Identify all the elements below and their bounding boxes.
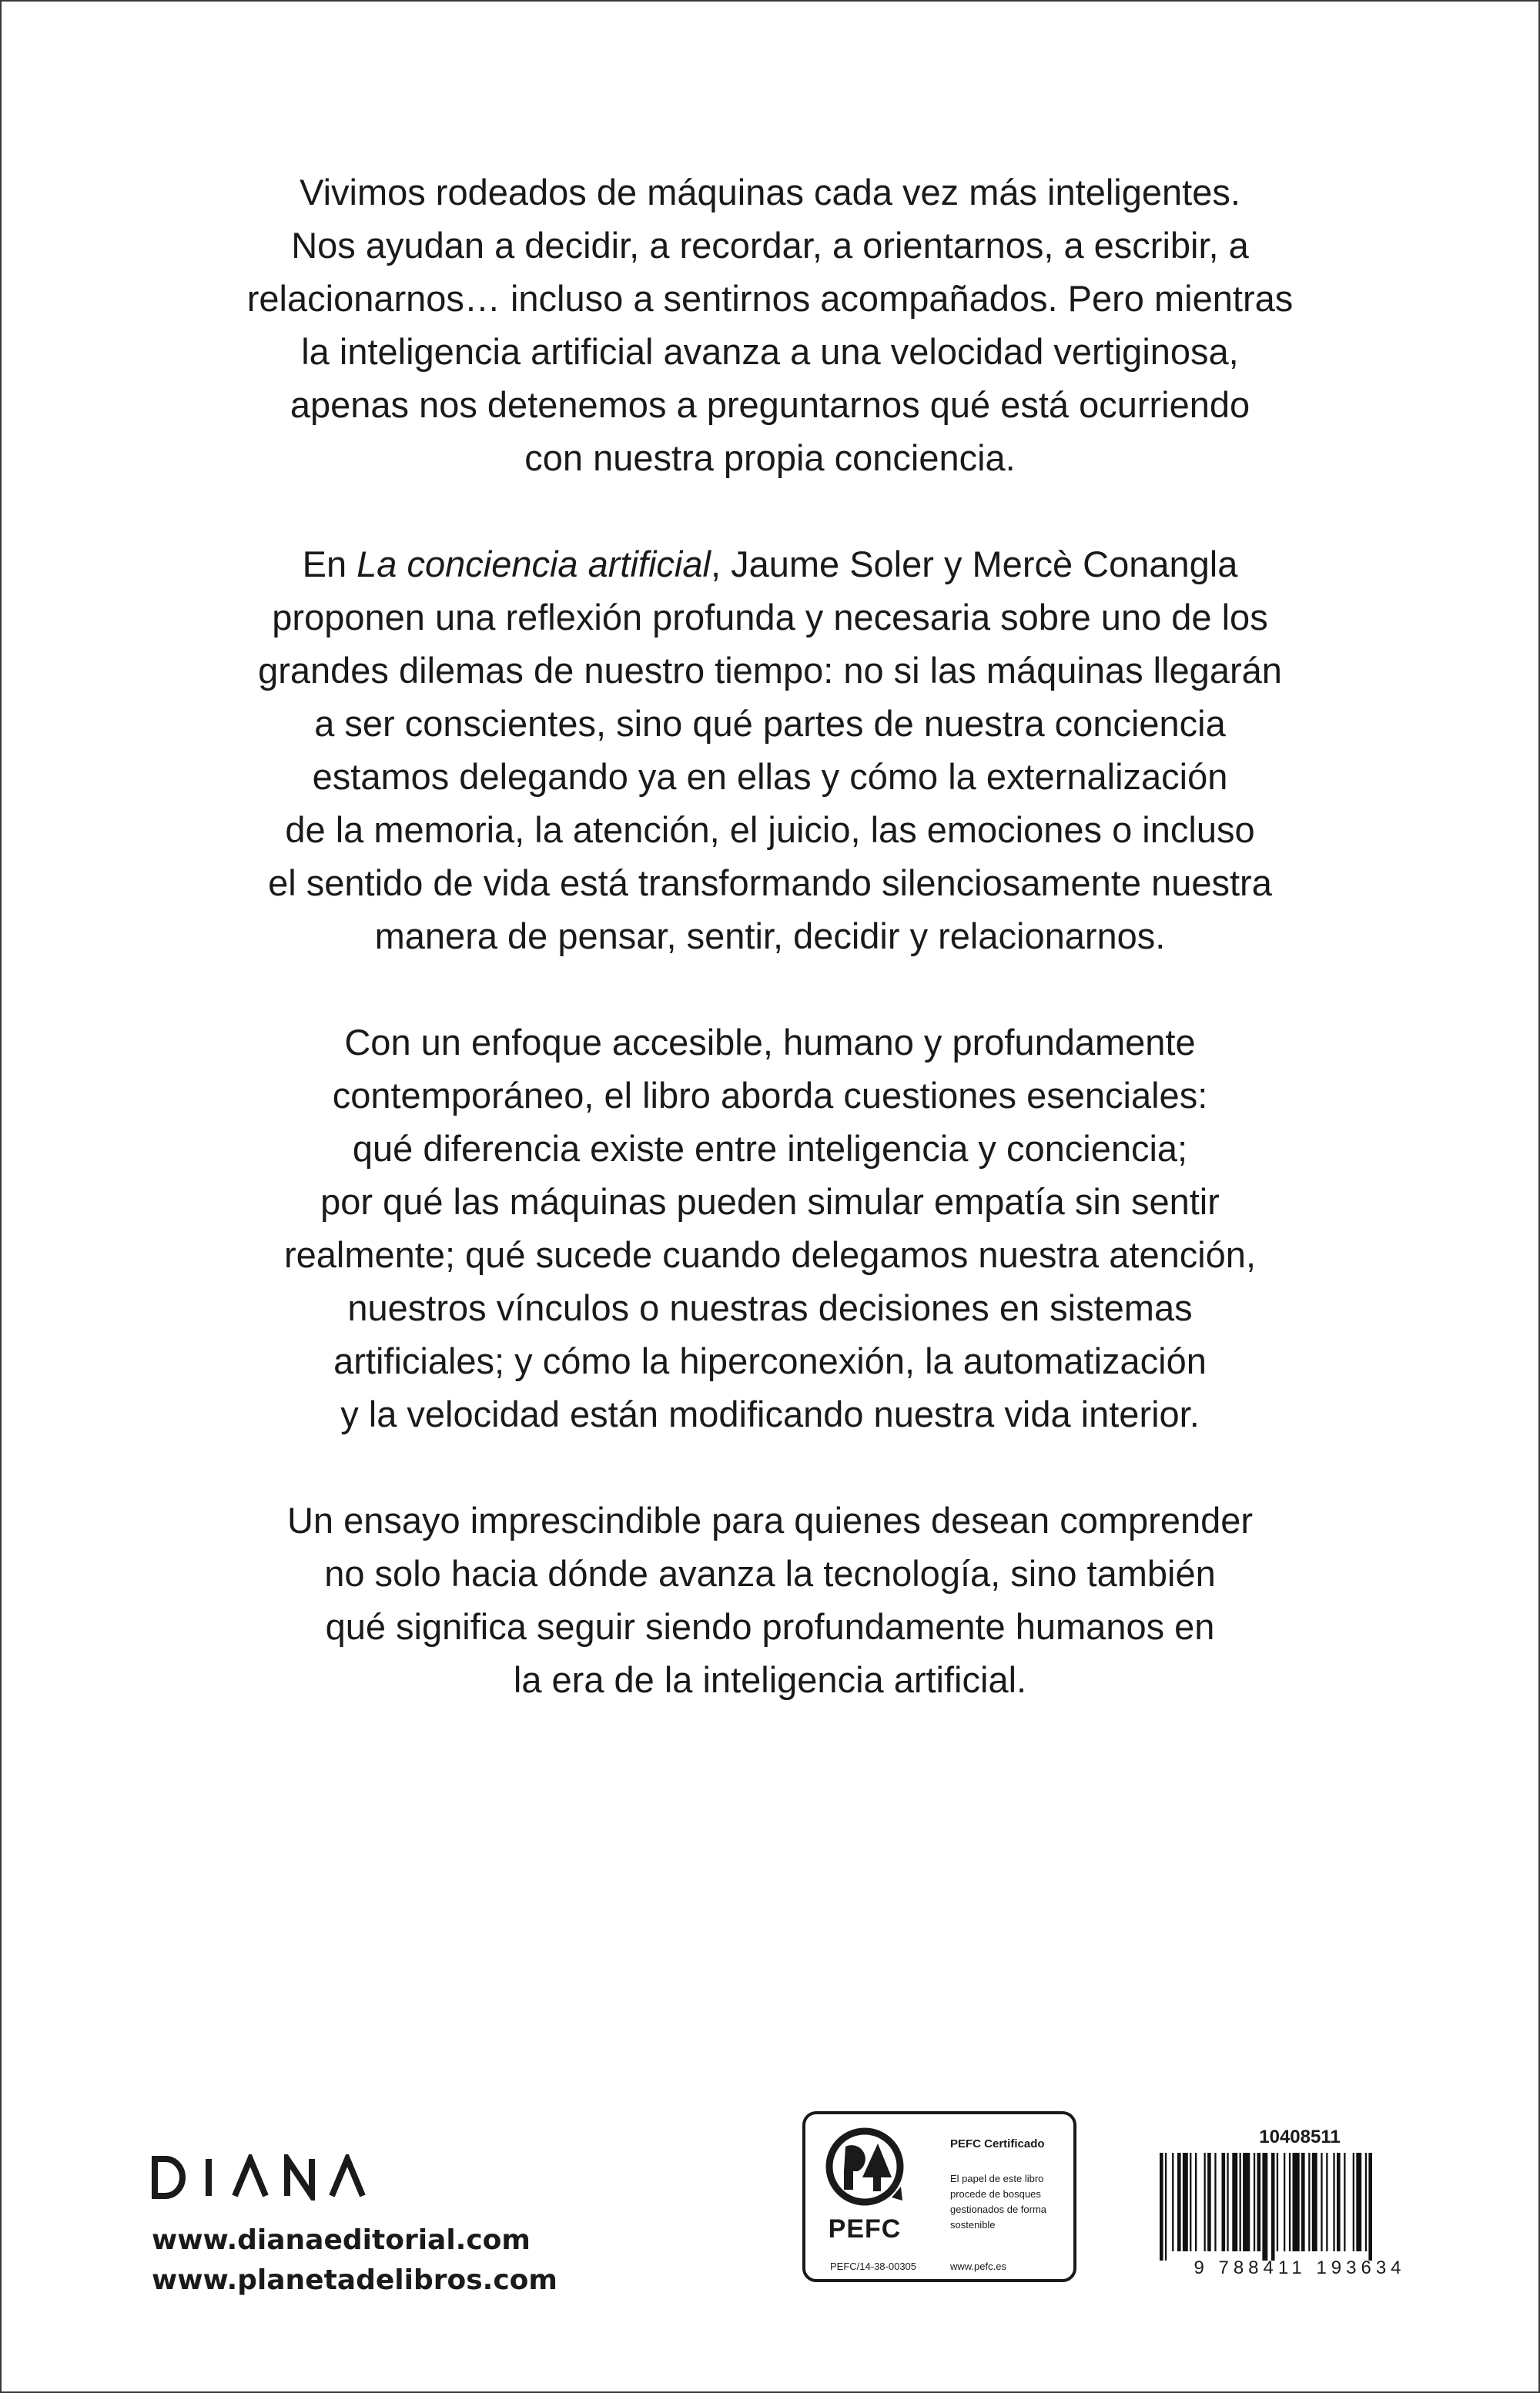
blurb-line: con nuestra propia conciencia. [524,437,1016,478]
pefc-certification-box [802,2111,1076,2282]
barcode-digits: 9 788411 193634 [1194,2257,1406,2278]
blurb-paragraph-3 [123,1016,1417,1441]
barcode-bar [1165,2153,1167,2261]
barcode-bar [1312,2153,1317,2251]
blurb-line: realmente; qué sucede cuando delegamos nuestra atención, [283,1234,1257,1275]
blurb-line: de la memoria, la atención, el juicio, las emociones o incluso [285,809,1255,850]
barcode-bar [1353,2153,1354,2251]
blurb-line: relacionarnos… incluso a sentirnos acompañados. Pero mientras [246,278,1294,319]
barcode-bar [1333,2153,1334,2251]
pefc-text: El papel de este libro procede de bosques gestionados de forma sostenible [950,2173,1047,2231]
barcode-bar [1240,2153,1241,2251]
blurb-line: estamos delegando ya en ellas y cómo la externalización [312,756,1228,797]
blurb-line: nuestros vínculos o nuestras decisiones en sistemas [347,1287,1193,1328]
barcode-bar [1172,2153,1173,2251]
blurb-line: qué significa seguir siendo profundamente humanos en [325,1606,1215,1647]
blurb-line: artificiales; y cómo la hiperconexión, la automatización [333,1340,1207,1381]
barcode-bar [1326,2153,1327,2251]
blurb-prefix: En [302,544,357,584]
blurb-line: Con un enfoque accesible, humano y profundamente [344,1022,1196,1063]
barcode-bar [1227,2153,1228,2251]
barcode-bar [1222,2153,1226,2251]
barcode-bar [1344,2153,1345,2251]
blurb-line: grandes dilemas de nuestro tiempo: no si las máquinas llegarán [258,650,1282,691]
publisher-urls [152,2221,557,2301]
barcode-bar [1257,2153,1261,2251]
blurb-line: manera de pensar, sentir, decidir y relacionarnos. [374,915,1166,956]
barcode-bar [1321,2153,1322,2251]
blurb-line: contemporáneo, el libro aborda cuestiones esenciales: [332,1075,1208,1116]
blurb-paragraph-2 [123,537,1417,962]
book-title: La conciencia artificial [357,544,711,584]
pefc-trees-icon [815,2124,915,2216]
barcode-bar [1284,2153,1285,2251]
url-planeta[interactable]: www.planetadelibros.com [152,2264,557,2296]
barcode-bar [1271,2153,1275,2261]
barcode-bar [1214,2153,1216,2251]
url-diana[interactable]: www.dianaeditorial.com [152,2224,531,2256]
blurb-line: Un ensayo imprescindible para quienes desean comprender [286,1500,1254,1541]
barcode-bar [1190,2153,1191,2251]
barcode-bar [1262,2153,1267,2261]
blurb-paragraph-4 [123,1494,1417,1706]
pefc-logo [815,2124,915,2271]
barcode-bars [1153,2153,1446,2261]
barcode-bar [1293,2153,1300,2251]
pefc-code: PEFC/14-38-00305 [830,2261,917,2272]
blurb-line: la inteligencia artificial avanza a una velocidad vertiginosa, [301,331,1239,372]
blurb-line: la era de la inteligencia artificial. [513,1659,1027,1700]
barcode-bar [1232,2153,1237,2251]
barcode-bar [1308,2153,1310,2251]
back-cover-blurb [123,166,1417,1759]
barcode-bar [1177,2153,1181,2251]
barcode-bar [1301,2153,1305,2251]
blurb-line: Nos ayudan a decidir, a recordar, a orientarnos, a escribir, a [291,225,1249,266]
barcode-bar [1243,2153,1250,2251]
blurb-line: qué diferencia existe entre inteligencia y conciencia; [352,1128,1188,1169]
barcode-bar [1204,2153,1206,2251]
barcode-bar [1365,2153,1367,2251]
barcode-bar [1289,2153,1291,2251]
blurb-line: a ser conscientes, sino qué partes de nuestra conciencia [314,703,1226,744]
barcode-bar [1356,2153,1361,2251]
diana-logo-icon [152,2154,375,2201]
isbn-barcode [1153,2127,1446,2281]
pefc-name: PEFC [828,2214,902,2244]
barcode-bar [1254,2153,1255,2251]
blurb-suffix: , Jaume Soler y Mercè Conangla [710,544,1238,584]
blurb-line: y la velocidad están modificando nuestra vida interior. [340,1394,1200,1434]
barcode-bar [1160,2153,1163,2261]
pefc-title: PEFC Certificado [950,2137,1045,2150]
pefc-url[interactable]: www.pefc.es [950,2261,1006,2272]
blurb-line: el sentido de vida está transformando silenciosamente nuestra [268,862,1272,903]
barcode-bar [1183,2153,1188,2251]
publisher-logo [152,2154,375,2211]
barcode-bar [1368,2153,1372,2261]
barcode-bar [1337,2153,1341,2251]
blurb-line: no solo hacia dónde avanza la tecnología, sino también [324,1553,1216,1594]
barcode-bar [1207,2153,1211,2251]
blurb-line: apenas nos detenemos a preguntarnos qué está ocurriendo [290,384,1250,425]
barcode-bar [1277,2153,1278,2251]
barcode-id: 10408511 [1259,2127,1341,2147]
blurb-paragraph-1 [123,166,1417,484]
blurb-line: proponen una reflexión profunda y necesaria sobre uno de los [272,597,1268,638]
blurb-line: por qué las máquinas pueden simular empatía sin sentir [320,1181,1220,1222]
barcode-bar [1195,2153,1197,2251]
blurb-line [123,537,1417,591]
blurb-line: Vivimos rodeados de máquinas cada vez más inteligentes. [300,172,1240,213]
